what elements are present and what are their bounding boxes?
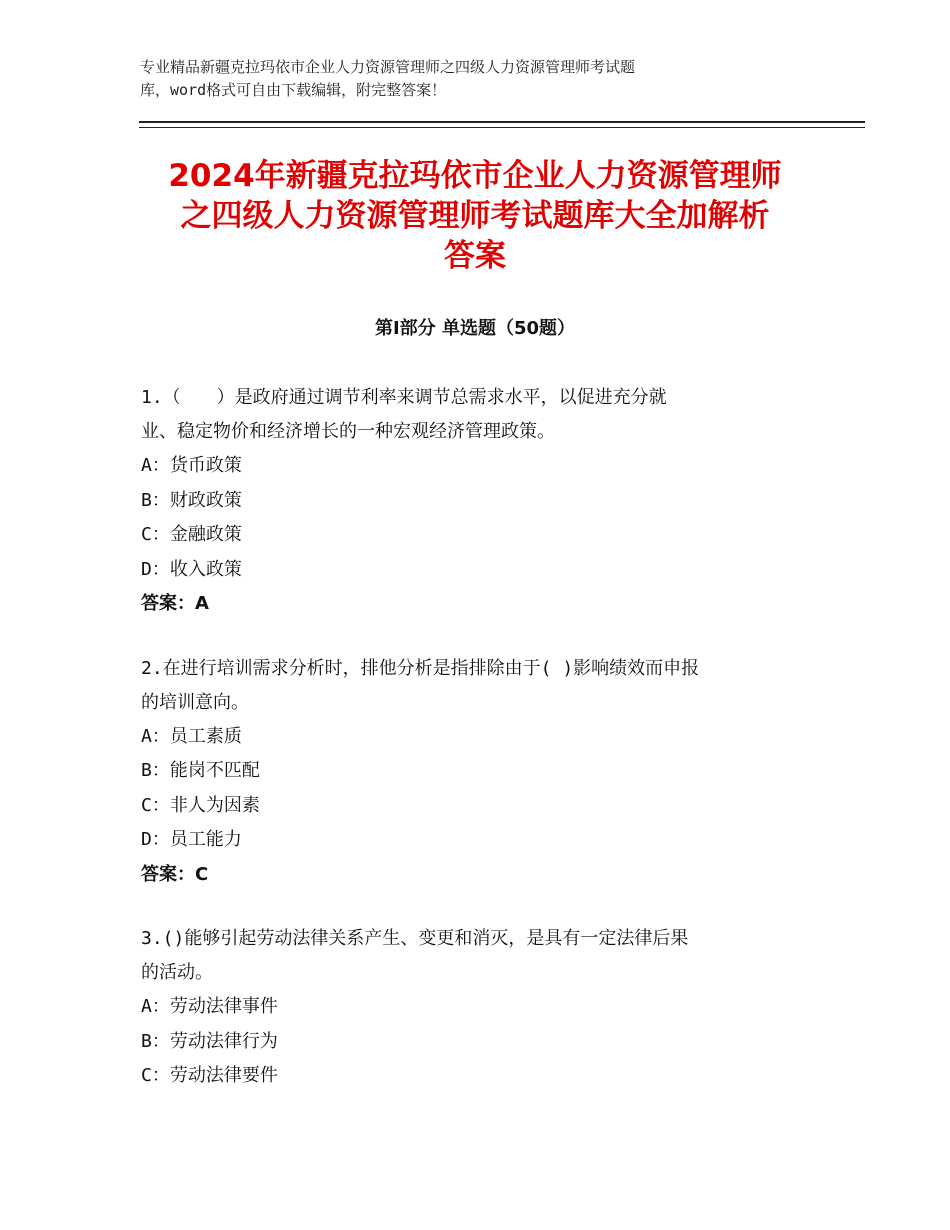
question-stem-line: 2.在进行培训需求分析时，排他分析是指排除由于( )影响绩效而申报 [141, 657, 700, 679]
question-stem-line: 1.（ ）是政府通过调节利率来调节总需求水平，以促进充分就 [141, 387, 667, 408]
document-title-line-3: 答案 [444, 238, 506, 274]
question-2 [141, 652, 821, 893]
question-stem-line: 3.()能够引起劳动法律关系产生、变更和消灭，是具有一定法律后果 [141, 928, 689, 949]
header-divider-thick [139, 121, 865, 123]
option-b: B：能岗不匹配 [141, 760, 260, 781]
question-1-stem [141, 381, 821, 449]
option-d: D：员工能力 [141, 829, 242, 850]
header-note [140, 56, 780, 102]
question-stem-line: 业、稳定物价和经济增长的一种宏观经济管理政策。 [141, 421, 555, 442]
question-stem-line: 的培训意向。 [141, 691, 249, 713]
option-a: A：货币政策 [141, 455, 242, 476]
answer-line: 答案：C [141, 863, 209, 885]
option-d: D：收入政策 [141, 558, 242, 580]
question-stem-line: 的活动。 [141, 962, 213, 983]
section-title: 第Ⅰ部分 单选题（50题） [374, 318, 575, 339]
document-title-line-1: 2024年新疆克拉玛依市企业人力资源管理师 [168, 158, 782, 194]
option-b: B：财政政策 [141, 489, 242, 511]
question-3-stem [141, 922, 821, 990]
question-1 [141, 381, 821, 622]
answer-line: 答案：A [141, 593, 209, 614]
question-list [141, 381, 821, 1124]
option-c: C：非人为因素 [141, 794, 260, 816]
option-a: A：员工素质 [141, 725, 242, 747]
option-a: A：劳动法律事件 [141, 996, 278, 1017]
question-3 [141, 922, 821, 1094]
header-divider-thin [139, 127, 865, 128]
option-b: B：劳动法律行为 [141, 1030, 278, 1052]
header-note-line-1: 专业精品新疆克拉玛依市企业人力资源管理师之四级人力资源管理师考试题 [140, 58, 636, 76]
option-c: C：金融政策 [141, 524, 242, 545]
document-title [100, 156, 850, 276]
question-2-stem [141, 652, 821, 720]
document-title-line-2: 之四级人力资源管理师考试题库大全加解析 [180, 198, 770, 234]
option-c: C：劳动法律要件 [141, 1065, 278, 1086]
header-note-line-2: 库，word格式可自由下载编辑，附完整答案！ [140, 81, 447, 99]
